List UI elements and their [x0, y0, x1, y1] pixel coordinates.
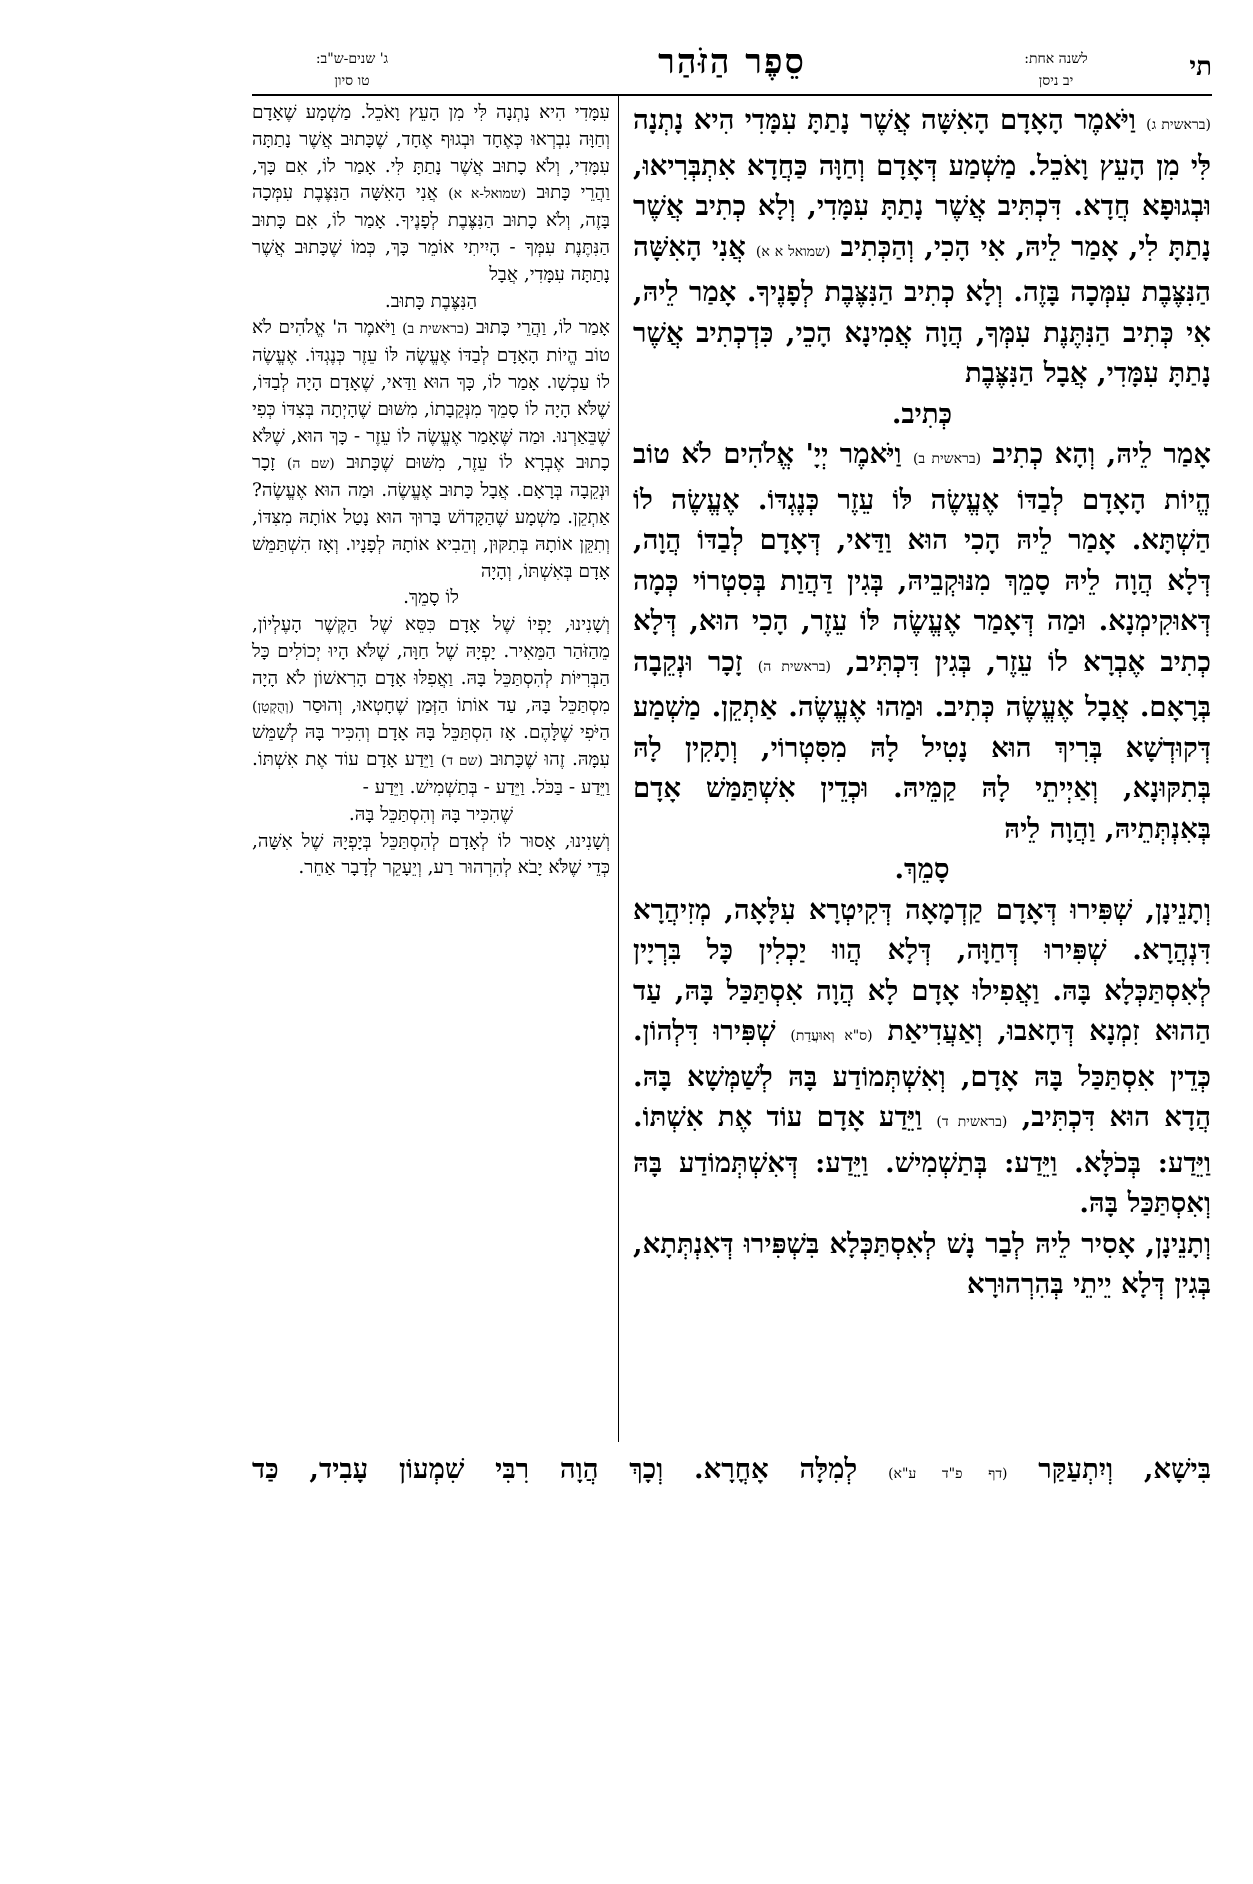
header-reading-schedule-right: לשנה אחת: יב ניסן [1024, 51, 1088, 89]
column-divider [618, 96, 619, 1442]
main-paragraph: וְתָנֵינָן, אָסִיר לֵיהּ לְבַר נָשׁ לְאִסְתַּכְּלָא בִּשְׁפִּירוּ דְּאִנְתְּתָא, בְּגִין דְּלָא יֵיתֵי בְּהִרְהוּרָא [633, 1227, 1211, 1300]
main-paragraph: (בראשית ג) וַיֹּאמֶר הָאָדָם הָאִשָּׁה אֲשֶׁר נָתַתָּ עִמָּדִי הִיא נָתְנָה לִּי מִן הָעֵץ וָאֹכֵל. מַשְׁמַע דְּאָדָם וְחַוָּה כַּחֲדָא אִתְבְּרִיאוּ, וּבְגוּפָא חֲדָא. דִּכְתִּיב אֲשֶׁר נָתַתָּ עִמָּדִי, וְלָא כְתִיב אֲשֶׁר נָתַתָּ לִי, אָמַר לֵיהּ, אִי הָכִי, וְהַכְּתִיב (שמואל א א) אֲנִי הָאִשָּׁה הַנִּצֶּבֶת עִמְּכָה בָּזֶה. וְלָא כְתִיב הַנִּצֶּבֶת לְפָנֶיךָ. אָמַר לֵיהּ, אִי כְּתִיב הַנִּתֶּנֶת עִמְּךָ, הֲוָה אֲמִינָא הָכֵי, כִּדְכְתִיב אֲשֶׁר נָתַתָּ עִמָּדִי, אֲבָל הַנִּצֶּבֶת [633, 104, 1211, 389]
side-paragraph: עִמָּדִי הִיא נָתְנָה לִּי מִן הָעֵץ וָאֹכֵל. מַשְׁמָע שֶׁאָדָם וְחַוָּה נִבְרְאוּ כְּאֶחָד וּבְגוּף אֶחָד, שֶׁכָּתוּב אֲשֶׁר נָתַתָּה עִמָּדִי, וְלֹא כָתוּב אֲשֶׁר נָתַתָּ לִּי. אָמַר לוֹ, אִם כָּךְ, וַהֲרֵי כָּתוּב (שמואל-א א) אֲנִי הָאִשָּׁה הַנִּצֶּבֶת עִמְּכָה בָּזֶה, וְלֹא כָתוּב הַנִּצֶּבֶת לְפָנֶיךָ. אָמַר לוֹ, אִם כָּתוּב הַנִּתֶּנֶת עִמְּךָ - הָיִיתִי אוֹמֵר כָּךְ, כְּמוֹ שֶׁכָּתוּב אֲשֶׁר נָתַתָּה עִמָּדִי, אֲבָל [252, 102, 610, 285]
side-paragraph: וְשָׁנִינוּ, יָפְיוֹ שֶׁל אָדָם כִּסֵּא שֶׁל הַקֶּשֶׁר הָעֶלְיוֹן, מֵהַזֹּהַר הַמֵּאִיר. יָפְיָהּ שֶׁל חַוָּה, שֶׁלֹּא הָיוּ יְכוֹלִים כָּל הַבְּרִיּוֹת לְהִסְתַּכֵּל בָּהּ. וַאֲפִלּוּ אָדָם הָרִאשׁוֹן לֹא הָיָה מִסְתַּכֵּל בָּהּ, עַד אוֹתוֹ הַזְּמַן שֶׁחָטְאוּ, וְהוּסַר (וְהֻקְטַן) הַיֹּפִי שֶׁלָּהֶם. אָז הִסְתַּכֵּל בָּהּ אָדָם וְהִכִּיר בָּהּ לְשַׁמֵּשׁ עִמָּהּ. זֶהוּ שֶׁכָּתוּב (שם ד) וַיֵּדַע אָדָם עוֹד אֶת אִשְׁתּוֹ. וַיֵּדַע - בַּכֹּל. וַיֵּדַע - בְּתַשְׁמִישׁ. וַיֵּדַע - [252, 614, 610, 798]
side-paragraph-end: הַנִּצֶּבֶת כָּתוּב. [384, 290, 478, 312]
main-paragraph: וְתָנֵינָן, שְׁפִּירוּ דְּאָדָם קַדְמָאָה דְּקִיטְרָא עִלָּאָה, מְזִיהֲרָא דִּנְהֲרָא. שְׁפִּירוּ דְּחַוָּה, דְּלָא הֲווּ יַכְלִין כָּל בִּרְיָין לְאִסְתַּכְּלָא בָּהּ. וַאֲפִילוּ אָדָם לָא הֲוָה אִסְתַּכַּל בָּהּ, עַד הַהוּא זִמְנָא דְּחָאבוּ, וְאַעֲדִיאַת (ס"א וְאוּעֲדַת) שְׁפִּירוּ דִּלְהוֹן. כְּדֵין אִסְתַּכַּל בָּהּ אָדָם, וְאִשְׁתְּמוֹדַע בָּהּ לְשַׁמְּשָׁא בָּהּ. הֲדָא הוּא דִּכְתִּיב, (בראשית ד) וַיֵּדַע אָדָם עוֹד אֶת אִשְׁתּוֹ. וַיֵּדַע: בְּכֹלָּא. וַיֵּדַע: בְּתַשְׁמִישׁ. וַיֵּדַע: דְּאִשְׁתְּמוֹדַע בָּהּ וְאִסְתַּכַּל בָּהּ. [633, 893, 1212, 1219]
header-reading-schedule-left: ג' שנים-ש"ב: טו סיון [315, 51, 389, 89]
book-title: סֵפֶר הַזֹּהַר [658, 42, 806, 82]
main-paragraph-end: סָמֵךְ. [894, 853, 950, 885]
side-paragraph-end: שֶׁהִכִּיר בָּהּ וְהִסְתַּכֵּל בָּהּ. [348, 803, 514, 825]
continuation-line: בִּישָׁא, וְיִתְעַקַּר (דף פ"ד ע"א) לְמִלָּה אָחֳרָא. וְכָךְ הֲוָה רִבִּי שִׁמְעוֹן עָבִיד, כַּד [252, 1453, 1212, 1485]
hebrew-translation-column [252, 100, 610, 882]
aramaic-main-text [633, 100, 1211, 1305]
main-paragraph: אָמַר לֵיהּ, וְהָא כְתִיב (בראשית ב) וַיֹּאמֶר יְיָ' אֱלֹהִים לֹא טוֹב הֱיוֹת הָאָדָם לְבַדּוֹ אֶעֱשֶׂה לּוֹ עֵזֶר כְּנֶגְדּוֹ. אֶעֱשֶׂה לוֹ הַשְׁתָּא. אָמַר לֵיהּ הָכִי הוּא וַדַּאי, דְּאָדָם לְבַדּוֹ הֲוָה, דְּלָא הֲוָה לֵיהּ סָמֵךְ מִנּוּקְבֵיהּ, בְּגִין דַּהֲוַת בְּסִטְרוֹי כְּמָה דְּאוּקִימְנָא. וּמַה דְּאָמַר אֶעֱשֶׂה לּוֹ עֵזֶר, הָכִי הוּא, דְּלָא כְתִיב אֶבְרָא לוֹ עֵזֶר, בְּגִין דִּכְתִּיב, (בראשית ה) זָכָר וּנְקֵבָה בְּרָאָם. אֲבָל אֶעֱשֶׂה כְּתִיב. וּמַהוּ אֶעֱשֶׂה. אַתְקֵן. מַשְׁמַע דְּקוּדְשָׁא בְּרִיךְ הוּא נָטִיל לָהּ מִסִּטְרוֹי, וְתָקִין לָהּ בְּתִקּוּנָא, וְאַיְיתֵי לָהּ קַמֵּיהּ. וּכְדֵין אִשְׁתַּמַּשׁ אָדָם בְּאִנְתְּתֵיהּ, וַהֲוָה לֵיהּ [633, 438, 1212, 845]
side-paragraph: אָמַר לוֹ, וַהֲרֵי כָּתוּב (בראשית ב) וַיֹּאמֶר ה' אֱלֹהִים לֹא טוֹב הֱיוֹת הָאָדָם לְבַדּוֹ אֶעֱשֶׂה לּוֹ עֵזֶר כְּנֶגְדּוֹ. אֶעֱשֶׂה לוֹ עַכְשָׁו. אָמַר לוֹ, כָּךְ הוּא וַדַּאי, שֶׁאָדָם הָיָה לְבַדּוֹ, שֶׁלֹּא הָיָה לוֹ סָמֵךְ מִנְּקֵבָתוֹ, מִשּׁוּם שֶׁהָיְתָה בְּצִדּוֹ כְּפִי שֶׁבֵּאַרְנוּ. וּמַה שֶּׁאָמַר אֶעֱשֶׂה לוֹ עֵזֶר - כָּךְ הוּא, שֶׁלֹּא כָתוּב אֶבְרָא לוֹ עֵזֶר, מִשּׁוּם שֶׁכָּתוּב (שם ה) זָכָר וּנְקֵבָה בְּרָאָם. אֲבָל כָּתוּב אֶעֱשֶׂה. וּמַה הוּא אֶעֱשֶׂה? אַתְקֵן. מַשְׁמָע שֶׁהַקָּדוֹשׁ בָּרוּךְ הוּא נָטַל אוֹתָהּ מִצִּדּוֹ, וְתִקֵּן אוֹתָהּ בְּתִקּוּן, וְהֵבִיא אוֹתָהּ לְפָנָיו. וְאָז הִשְׁתַּמֵּשׁ אָדָם בְּאִשְׁתּוֹ, וְהָיָה [252, 317, 611, 582]
main-paragraph-end: כְּתִיב. [891, 397, 953, 430]
page-header [252, 34, 1212, 94]
page-number: תי [1189, 52, 1212, 82]
side-paragraph-end: לוֹ סָמֵךְ. [403, 587, 459, 609]
side-paragraph: וְשָׁנִינוּ, אָסוּר לוֹ לְאָדָם לְהִסְתַּכֵּל בְּיָפְיָהּ שֶׁל אִשָּׁה, כְּדֵי שֶׁלֹּא יָבֹא לְהִרְהוּר רַע, וְיֵעָקֵר לְדָבָר אַחֵר. [252, 830, 610, 879]
header-rule [252, 94, 1212, 96]
